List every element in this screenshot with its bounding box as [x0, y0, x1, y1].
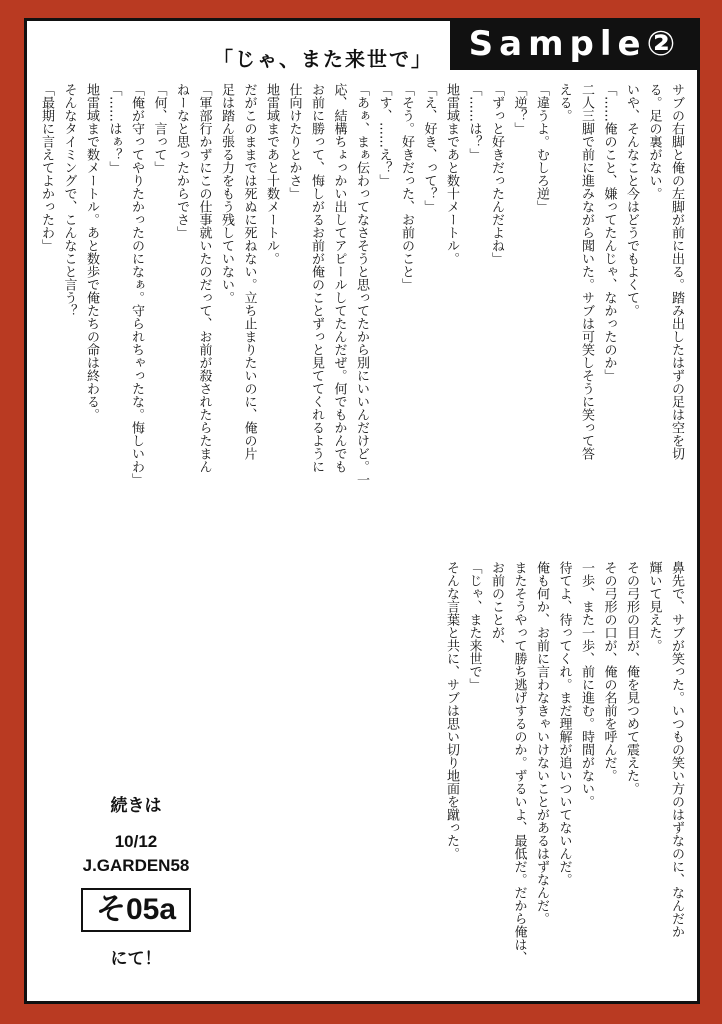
page [24, 18, 700, 1004]
story-line: 「そう。好きだった、お前のこと」 [399, 83, 414, 291]
promo-block [61, 791, 211, 969]
story-line: 「す、……え？」 [376, 83, 392, 187]
story-line: 足は踏ん張る力をもう残していない。 [219, 83, 234, 304]
story-line: 「……は？」 [466, 83, 482, 161]
story-line: 輝いて見えた。 [646, 561, 662, 652]
story-line: 俺も何か、お前に言わなきゃいけないことがあるはずなんだ。 [534, 561, 549, 925]
story-line: 「じゃ、また来世で」 [466, 561, 482, 691]
story-line: 「ずっと好きだったんだよね」 [489, 83, 504, 265]
promo-closing: にて！ [110, 949, 162, 968]
story-line: 「俺が守ってやりたかったのになぁ。守られちゃったな。悔しいわ」 [129, 83, 144, 486]
story-line: 一歩、また一歩、前に進む。時間がない。 [579, 561, 594, 808]
story-line: る。足の裏がない。 [646, 83, 662, 200]
story-line: 「違うよ。むしろ逆」 [534, 83, 549, 213]
promo-booth: そ05a [81, 888, 191, 932]
story-line: ねーなと思ったからでさ」 [174, 83, 189, 239]
story-line: 「……俺のこと、嫌ってたんじゃ、なかったのか」 [601, 83, 617, 382]
story-line: 「逆？」 [511, 83, 527, 135]
story-line: お前のことが、 [489, 561, 504, 652]
story-line: 「え、好き、って？」 [421, 83, 437, 213]
story-line: 二人三脚で前に進みながら聞いた。サブは可笑しそうに笑って答 [579, 83, 594, 460]
story-line: サブの右脚と俺の左脚が前に出る。踏み出したはずの足は空を切 [669, 83, 684, 460]
story-line: またそうやって勝ち逃げするのか。ずるいよ、最低だ。だから俺は、 [511, 561, 527, 964]
story-line: 応、結構ちょっかい出してアピールしてたんだぜ。何でもかんでも [331, 83, 347, 473]
story-line: そんな言葉と共に、サブは思い切り地面を蹴った。 [444, 561, 459, 860]
story-line: お前に勝って、悔しがるお前が俺のことずっと見ててくれるように [309, 83, 324, 473]
story-line: 地雷域まで数メートル。あと数歩で俺たちの命は終わる。 [84, 83, 99, 421]
story-line: える。 [556, 83, 572, 122]
story-line: 仕向けたりとかさ」 [286, 83, 302, 200]
story-line: その弓形の口が、俺の名前を呼んだ。 [601, 561, 617, 782]
page-title: 「じゃ、また来世で」 [213, 47, 433, 71]
story-line: その弓形の目が、俺を見つめて震えた。 [624, 561, 639, 795]
story-line: 「……はぁ？」 [106, 83, 122, 174]
story-lower-block [440, 561, 688, 1001]
story-line: いや、そんなこと今はどうでもよくて。 [624, 83, 639, 317]
story-line: 地雷域まであと十数メートル。 [264, 83, 279, 265]
story-line: 地雷域まであと数十メートル。 [444, 83, 459, 265]
story-line: そんなタイミングで、こんなこと言う？ [61, 83, 77, 317]
story-line: 「最期に言えてよかったわ」 [39, 83, 54, 252]
story-upper-block [35, 83, 688, 553]
sample-label: Sample② [450, 18, 700, 70]
promo-continue-label: 続きは [110, 796, 162, 815]
story-line: 「軍部行かずにこの仕事就いたのだって、お前が殺されたらたまん [196, 83, 212, 473]
story-line: 「あぁ、まぁ伝わってなさそうと思ってたから別にいいんだけど。一 [354, 83, 369, 486]
story-line: 鼻先で、サブが笑った。いつもの笑い方のはずなのに、なんだか [669, 561, 684, 938]
story-line: 待てよ、待ってくれ。まだ理解が追いついてないんだ。 [556, 561, 572, 886]
story-line: 「何、言って」 [151, 83, 167, 174]
promo-date: 10/12 [114, 832, 158, 851]
story-line: だがこのままでは死ぬに死ねない。立ち止まりたいのに、俺の片 [241, 83, 257, 460]
promo-event: J.GARDEN58 [82, 856, 190, 875]
